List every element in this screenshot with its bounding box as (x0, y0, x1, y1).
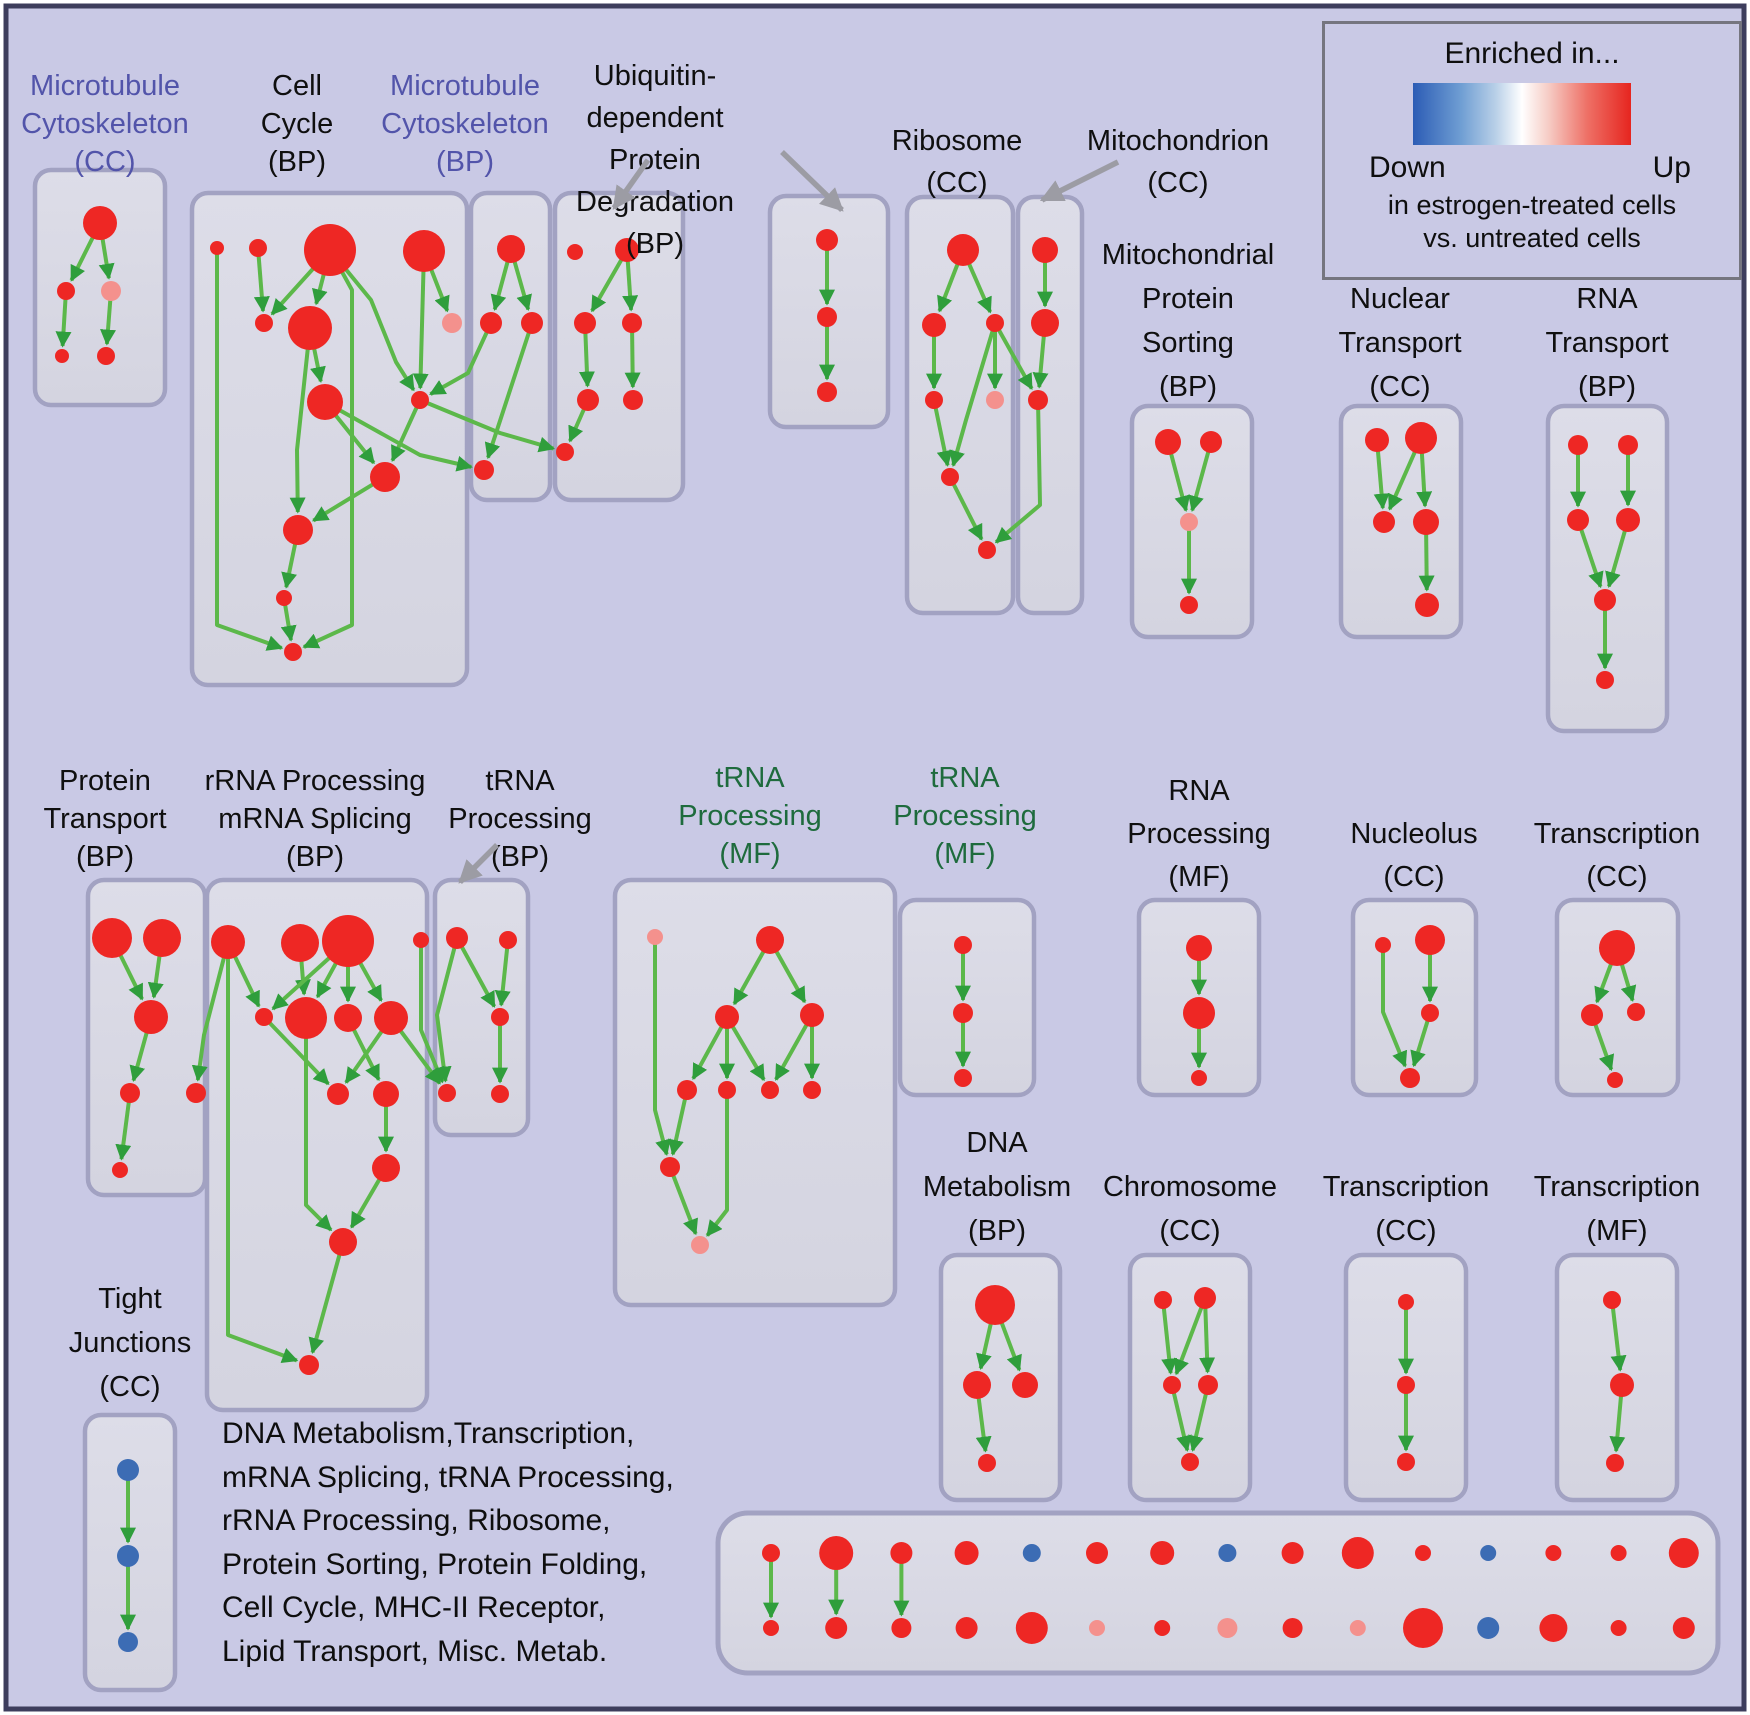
cluster-label-tight-junctions: (CC) (99, 1371, 161, 1403)
node-summary-top-8 (1218, 1544, 1236, 1562)
node-rrna-processing-n9 (327, 1083, 349, 1105)
node-summary-top-13 (1545, 1545, 1561, 1561)
node-cell-cycle-c11 (283, 515, 313, 545)
node-nucleolus-cc-k1 (1375, 937, 1391, 953)
cluster-label-mito-protein-sorting: Sorting (1142, 327, 1234, 359)
cluster-label-ubiquitin-bp: Ubiquitin- (593, 60, 717, 92)
cluster-label-dna-metabolism: Metabolism (922, 1171, 1072, 1203)
node-chromosome-cc-e5 (1181, 1453, 1199, 1471)
node-transcription-cc-b-f2 (1397, 1376, 1415, 1394)
node-cell-cycle-c7 (442, 313, 462, 333)
cluster-label-rrna-processing: rRNA Processing (204, 765, 426, 797)
node-tight-junctions-z2 (117, 1545, 139, 1567)
cluster-box-microtubule-cc (35, 170, 165, 405)
node-summary-bottom-12 (1477, 1617, 1499, 1639)
node-mito-protein-sorting-s3 (1180, 513, 1198, 531)
node-chromosome-cc-e2 (1194, 1287, 1216, 1309)
node-trna-mf-2-g2 (953, 1003, 973, 1023)
cluster-label-protein-transport: Protein (59, 765, 151, 797)
cluster-label-ubiquitin-bp: Protein (609, 144, 701, 176)
node-nuclear-transport-t3 (1373, 511, 1395, 533)
cluster-label-microtubule-bp: Cytoskeleton (381, 108, 549, 140)
node-summary-bottom-14 (1611, 1620, 1627, 1636)
node-ubiquitin-bp-u1 (567, 244, 583, 260)
node-summary-top-7 (1150, 1541, 1174, 1565)
node-mito-protein-sorting-s4 (1180, 596, 1198, 614)
node-cell-cycle-c8 (307, 384, 343, 420)
node-rna-transport-q6 (1596, 671, 1614, 689)
cluster-label-rna-processing-mf: (MF) (1168, 861, 1230, 893)
cluster-label-ubiquitin-bp: Degradation (576, 186, 734, 218)
node-rna-transport-q3 (1567, 509, 1589, 531)
note-line: mRNA Splicing, tRNA Processing, (222, 1460, 674, 1494)
cluster-label-trna-mf-1: tRNA (715, 762, 785, 794)
node-transcription-cc-a-x2 (1581, 1004, 1603, 1026)
node-rna-transport-q5 (1594, 589, 1616, 611)
legend-box (1322, 21, 1742, 280)
node-summary-top-6 (1086, 1542, 1108, 1564)
node-cell-cycle-c5 (255, 314, 273, 332)
node-tight-junctions-z3 (118, 1632, 138, 1652)
node-transcription-cc-b-f1 (1398, 1294, 1414, 1310)
cluster-label-cell-cycle: (BP) (268, 146, 326, 178)
node-nuclear-transport-t1 (1365, 428, 1389, 452)
node-rna-transport-q2 (1618, 435, 1638, 455)
cluster-label-nucleolus-cc: Nucleolus (1350, 818, 1478, 850)
note-line: Protein Sorting, Protein Folding, (222, 1547, 648, 1581)
node-trna-mf-1-w3 (800, 1003, 824, 1027)
node-summary-bottom-11 (1403, 1608, 1443, 1648)
cluster-box-nuclear-transport (1341, 406, 1461, 637)
cluster-label-rrna-processing: mRNA Splicing (218, 803, 412, 835)
node-rrna-processing-n12 (329, 1228, 357, 1256)
node-summary-top-1 (762, 1544, 780, 1562)
node-rrna-processing-n2 (281, 924, 319, 962)
node-dna-metabolism-d4 (978, 1454, 996, 1472)
node-transcription-mf-j2 (1610, 1373, 1634, 1397)
node-cell-cycle-c6 (288, 306, 332, 350)
node-rna-processing-mf-h3 (1191, 1070, 1207, 1086)
node-rrna-processing-n3 (322, 915, 374, 967)
node-cell-cycle-c9 (411, 391, 429, 409)
node-summary-top-10 (1342, 1537, 1374, 1569)
cluster-label-mito-protein-sorting: Protein (1142, 283, 1234, 315)
node-trna-mf-1-w5 (718, 1081, 736, 1099)
node-protein-transport-p6 (112, 1162, 128, 1178)
cluster-label-mitochondrion-cc: Mitochondrion (1086, 125, 1270, 157)
node-dna-metabolism-d2 (963, 1371, 991, 1399)
cluster-label-trna-bp: Processing (448, 803, 592, 835)
node-summary-top-2 (819, 1536, 853, 1570)
cluster-label-rna-transport: (BP) (1578, 371, 1636, 403)
cluster-label-nuclear-transport: Nuclear (1350, 283, 1450, 315)
cluster-label-cell-cycle: Cycle (260, 108, 334, 140)
cluster-label-rrna-processing: (BP) (286, 841, 344, 873)
node-cell-cycle-c12 (276, 590, 292, 606)
cluster-label-ribosome-cc: Ribosome (891, 125, 1023, 157)
node-mito-protein-sorting-s2 (1200, 431, 1222, 453)
node-summary-bottom-10 (1350, 1620, 1366, 1636)
node-cell-cycle-c1 (210, 241, 224, 255)
cluster-label-tight-junctions: Junctions (68, 1327, 192, 1359)
node-rrna-processing-n5 (255, 1008, 273, 1026)
node-summary-top-14 (1611, 1545, 1627, 1561)
node-mitochondrion-cc-m1 (1032, 237, 1058, 263)
node-trna-mf-1-w7 (803, 1081, 821, 1099)
node-chromosome-cc-e1 (1154, 1291, 1172, 1309)
node-ubiquitin-bp-2-v1 (816, 229, 838, 251)
node-chromosome-cc-e3 (1163, 1376, 1181, 1394)
node-trna-bp-t2 (499, 931, 517, 949)
node-ubiquitin-bp-u7 (556, 443, 574, 461)
node-trna-mf-1-wp (647, 929, 663, 945)
node-microtubule-bp-b (480, 312, 502, 334)
note-line: rRNA Processing, Ribosome, (222, 1504, 611, 1537)
node-summary-top-9 (1282, 1542, 1304, 1564)
node-rna-transport-q1 (1568, 435, 1588, 455)
node-microtubule-cc-d (55, 349, 69, 363)
node-microtubule-bp-a (497, 235, 525, 263)
node-nuclear-transport-t4 (1413, 509, 1439, 535)
node-trna-bp-t4 (438, 1084, 456, 1102)
cluster-label-microtubule-cc: Cytoskeleton (21, 108, 189, 140)
node-rrna-processing-n13 (299, 1355, 319, 1375)
cluster-label-nucleolus-cc: (CC) (1383, 861, 1445, 893)
node-nucleolus-cc-k3 (1421, 1004, 1439, 1022)
cluster-label-trna-bp: tRNA (485, 765, 555, 797)
node-trna-mf-1-w8 (660, 1157, 680, 1177)
node-transcription-cc-a-x1 (1599, 930, 1635, 966)
node-summary-bottom-3 (891, 1618, 911, 1638)
node-dna-metabolism-d1 (975, 1285, 1015, 1325)
node-protein-transport-p4 (120, 1083, 140, 1103)
node-rrna-processing-n1 (211, 925, 245, 959)
node-cell-cycle-c13 (284, 643, 302, 661)
node-cell-cycle-c2 (249, 239, 267, 257)
cluster-label-microtubule-bp: Microtubule (390, 70, 540, 102)
node-nuclear-transport-t2 (1405, 422, 1437, 454)
cluster-label-mito-protein-sorting: (BP) (1159, 371, 1217, 403)
node-protein-transport-p3 (134, 1000, 168, 1034)
node-cell-cycle-c4 (403, 230, 445, 272)
cluster-box-trna-mf-2 (900, 900, 1034, 1095)
node-trna-bp-t5 (491, 1085, 509, 1103)
legend-up-label: Up (1652, 151, 1691, 184)
node-chromosome-cc-e4 (1198, 1375, 1218, 1395)
node-summary-bottom-7 (1154, 1620, 1170, 1636)
cluster-label-transcription-cc-b: Transcription (1322, 1171, 1490, 1203)
node-nuclear-transport-t5 (1415, 593, 1439, 617)
node-ribosome-cc-r5 (986, 391, 1004, 409)
node-microtubule-cc-c (101, 281, 121, 301)
cluster-label-chromosome-cc: (CC) (1159, 1215, 1221, 1247)
node-summary-bottom-6 (1089, 1620, 1105, 1636)
node-ribosome-cc-r4 (925, 391, 943, 409)
node-trna-mf-1-w1 (756, 926, 784, 954)
node-microtubule-bp-c (521, 312, 543, 334)
node-ribosome-cc-r6 (941, 468, 959, 486)
cluster-label-transcription-mf: Transcription (1533, 1171, 1701, 1203)
node-ribosome-cc-r1 (947, 234, 979, 266)
node-rrna-processing-n10 (373, 1081, 399, 1107)
node-transcription-cc-a-x3 (1627, 1003, 1645, 1021)
node-ubiquitin-bp-u6 (623, 390, 643, 410)
cluster-label-ribosome-cc: (CC) (926, 167, 988, 199)
node-trna-mf-1-w9 (691, 1236, 709, 1254)
node-ribosome-cc-r3 (986, 314, 1004, 332)
cluster-label-ubiquitin-bp: (BP) (626, 228, 684, 260)
node-ubiquitin-bp-u4 (622, 313, 642, 333)
legend-title: Enriched in... (1444, 37, 1620, 70)
node-microtubule-cc-a (83, 206, 117, 240)
node-summary-top-12 (1480, 1545, 1496, 1561)
node-ubiquitin-bp-u5 (577, 389, 599, 411)
legend-context-line1: in estrogen-treated cells (1387, 190, 1677, 220)
cluster-label-nuclear-transport: (CC) (1369, 371, 1431, 403)
cluster-label-transcription-cc-a: Transcription (1533, 818, 1701, 850)
node-trna-bp-t3 (491, 1008, 509, 1026)
legend-gradient-bar (1413, 83, 1631, 145)
node-microtubule-cc-b (57, 282, 75, 300)
node-summary-bottom-5 (1016, 1612, 1048, 1644)
node-rrna-processing-n8 (374, 1001, 408, 1035)
node-rna-processing-mf-h2 (1183, 997, 1215, 1029)
node-nucleolus-cc-k2 (1415, 925, 1445, 955)
cluster-label-tight-junctions: Tight (98, 1283, 162, 1315)
node-trna-mf-1-w2 (715, 1005, 739, 1029)
node-summary-bottom-9 (1283, 1618, 1303, 1638)
cluster-box-transcription-cc-a (1557, 900, 1678, 1095)
node-rna-processing-mf-h1 (1186, 935, 1212, 961)
note-line: Lipid Transport, Misc. Metab. (222, 1634, 608, 1668)
node-protein-transport-p1 (92, 918, 132, 958)
node-protein-transport-p2 (143, 919, 181, 957)
node-trna-mf-1-w6 (761, 1081, 779, 1099)
node-ribosome-cc-r2 (922, 313, 946, 337)
node-summary-bottom-2 (825, 1617, 847, 1639)
note-line: DNA Metabolism,Transcription, (222, 1417, 635, 1450)
cluster-label-trna-mf-1: (MF) (719, 838, 781, 870)
cluster-label-transcription-mf: (MF) (1586, 1215, 1648, 1247)
cluster-label-rna-processing-mf: Processing (1127, 818, 1271, 850)
cluster-label-trna-bp: (BP) (491, 841, 549, 873)
node-rrna-processing-n7 (334, 1004, 362, 1032)
cluster-label-microtubule-cc: Microtubule (30, 70, 180, 102)
cluster-label-trna-mf-2: (MF) (934, 838, 996, 870)
node-summary-top-3 (890, 1542, 912, 1564)
node-trna-mf-2-g1 (954, 936, 972, 954)
node-rrna-processing-n4 (413, 932, 429, 948)
node-transcription-mf-j3 (1606, 1454, 1624, 1472)
node-summary-bottom-13 (1539, 1614, 1567, 1642)
node-mito-protein-sorting-s1 (1155, 429, 1181, 455)
node-trna-mf-1-w4 (677, 1080, 697, 1100)
legend-context-line2: vs. untreated cells (1423, 223, 1641, 253)
cluster-label-chromosome-cc: Chromosome (1102, 1171, 1278, 1203)
cluster-label-nuclear-transport: Transport (1338, 327, 1462, 359)
node-transcription-mf-j1 (1603, 1291, 1621, 1309)
node-summary-top-4 (955, 1541, 979, 1565)
node-ubiquitin-bp-2-v3 (817, 382, 837, 402)
legend-down-label: Down (1369, 151, 1446, 184)
node-ribosome-cc-r7 (978, 541, 996, 559)
node-mitochondrion-cc-m2 (1031, 309, 1059, 337)
node-trna-mf-2-g3 (954, 1069, 972, 1087)
node-summary-bottom-4 (956, 1617, 978, 1639)
cluster-box-misc-summary (718, 1513, 1718, 1673)
cluster-label-protein-transport: Transport (43, 803, 167, 835)
node-nucleolus-cc-k4 (1400, 1068, 1420, 1088)
node-transcription-cc-b-f3 (1397, 1453, 1415, 1471)
misc-clusters-note (222, 1412, 722, 1673)
cluster-label-dna-metabolism: (BP) (968, 1215, 1026, 1247)
node-summary-bottom-15 (1673, 1617, 1695, 1639)
cluster-label-cell-cycle: Cell (272, 70, 322, 102)
cluster-label-rna-transport: Transport (1545, 327, 1669, 359)
node-rrna-processing-n6 (285, 997, 327, 1039)
cluster-label-rna-processing-mf: RNA (1168, 775, 1230, 807)
node-microtubule-cc-e (97, 347, 115, 365)
cluster-label-protein-transport: (BP) (76, 841, 134, 873)
cluster-label-microtubule-bp: (BP) (436, 146, 494, 178)
node-rna-transport-q4 (1616, 508, 1640, 532)
node-microtubule-bp-d (474, 460, 494, 480)
cluster-label-transcription-cc-a: (CC) (1586, 861, 1648, 893)
node-summary-bottom-8 (1217, 1618, 1237, 1638)
node-protein-transport-p5 (186, 1083, 206, 1103)
cluster-label-microtubule-cc: (CC) (74, 146, 136, 178)
node-rrna-processing-n11 (372, 1154, 400, 1182)
cluster-label-ubiquitin-bp: dependent (586, 102, 724, 134)
cluster-label-transcription-cc-b: (CC) (1375, 1215, 1437, 1247)
note-line: Cell Cycle, MHC-II Receptor, (222, 1591, 606, 1624)
node-ubiquitin-bp-u3 (574, 312, 596, 334)
node-tight-junctions-z1 (117, 1459, 139, 1481)
node-summary-top-15 (1669, 1538, 1699, 1568)
node-ubiquitin-bp-2-v2 (817, 307, 837, 327)
node-transcription-cc-a-x4 (1607, 1072, 1623, 1088)
cluster-label-mito-protein-sorting: Mitochondrial (1101, 239, 1275, 271)
node-mitochondrion-cc-m3 (1028, 390, 1048, 410)
edge-arrow (1205, 1298, 1208, 1372)
node-cell-cycle-c3 (304, 224, 356, 276)
cluster-label-rna-transport: RNA (1576, 283, 1638, 315)
node-cell-cycle-c10 (370, 462, 400, 492)
cluster-label-mitochondrion-cc: (CC) (1147, 167, 1209, 199)
cluster-label-trna-mf-2: tRNA (930, 762, 1000, 794)
node-summary-bottom-1 (763, 1620, 779, 1636)
cluster-label-trna-mf-1: Processing (678, 800, 822, 832)
node-summary-top-11 (1415, 1545, 1431, 1561)
node-dna-metabolism-d3 (1012, 1372, 1038, 1398)
cluster-label-dna-metabolism: DNA (966, 1127, 1028, 1159)
node-trna-bp-t1 (446, 927, 468, 949)
cluster-label-trna-mf-2: Processing (893, 800, 1037, 832)
node-summary-top-5 (1023, 1544, 1041, 1562)
